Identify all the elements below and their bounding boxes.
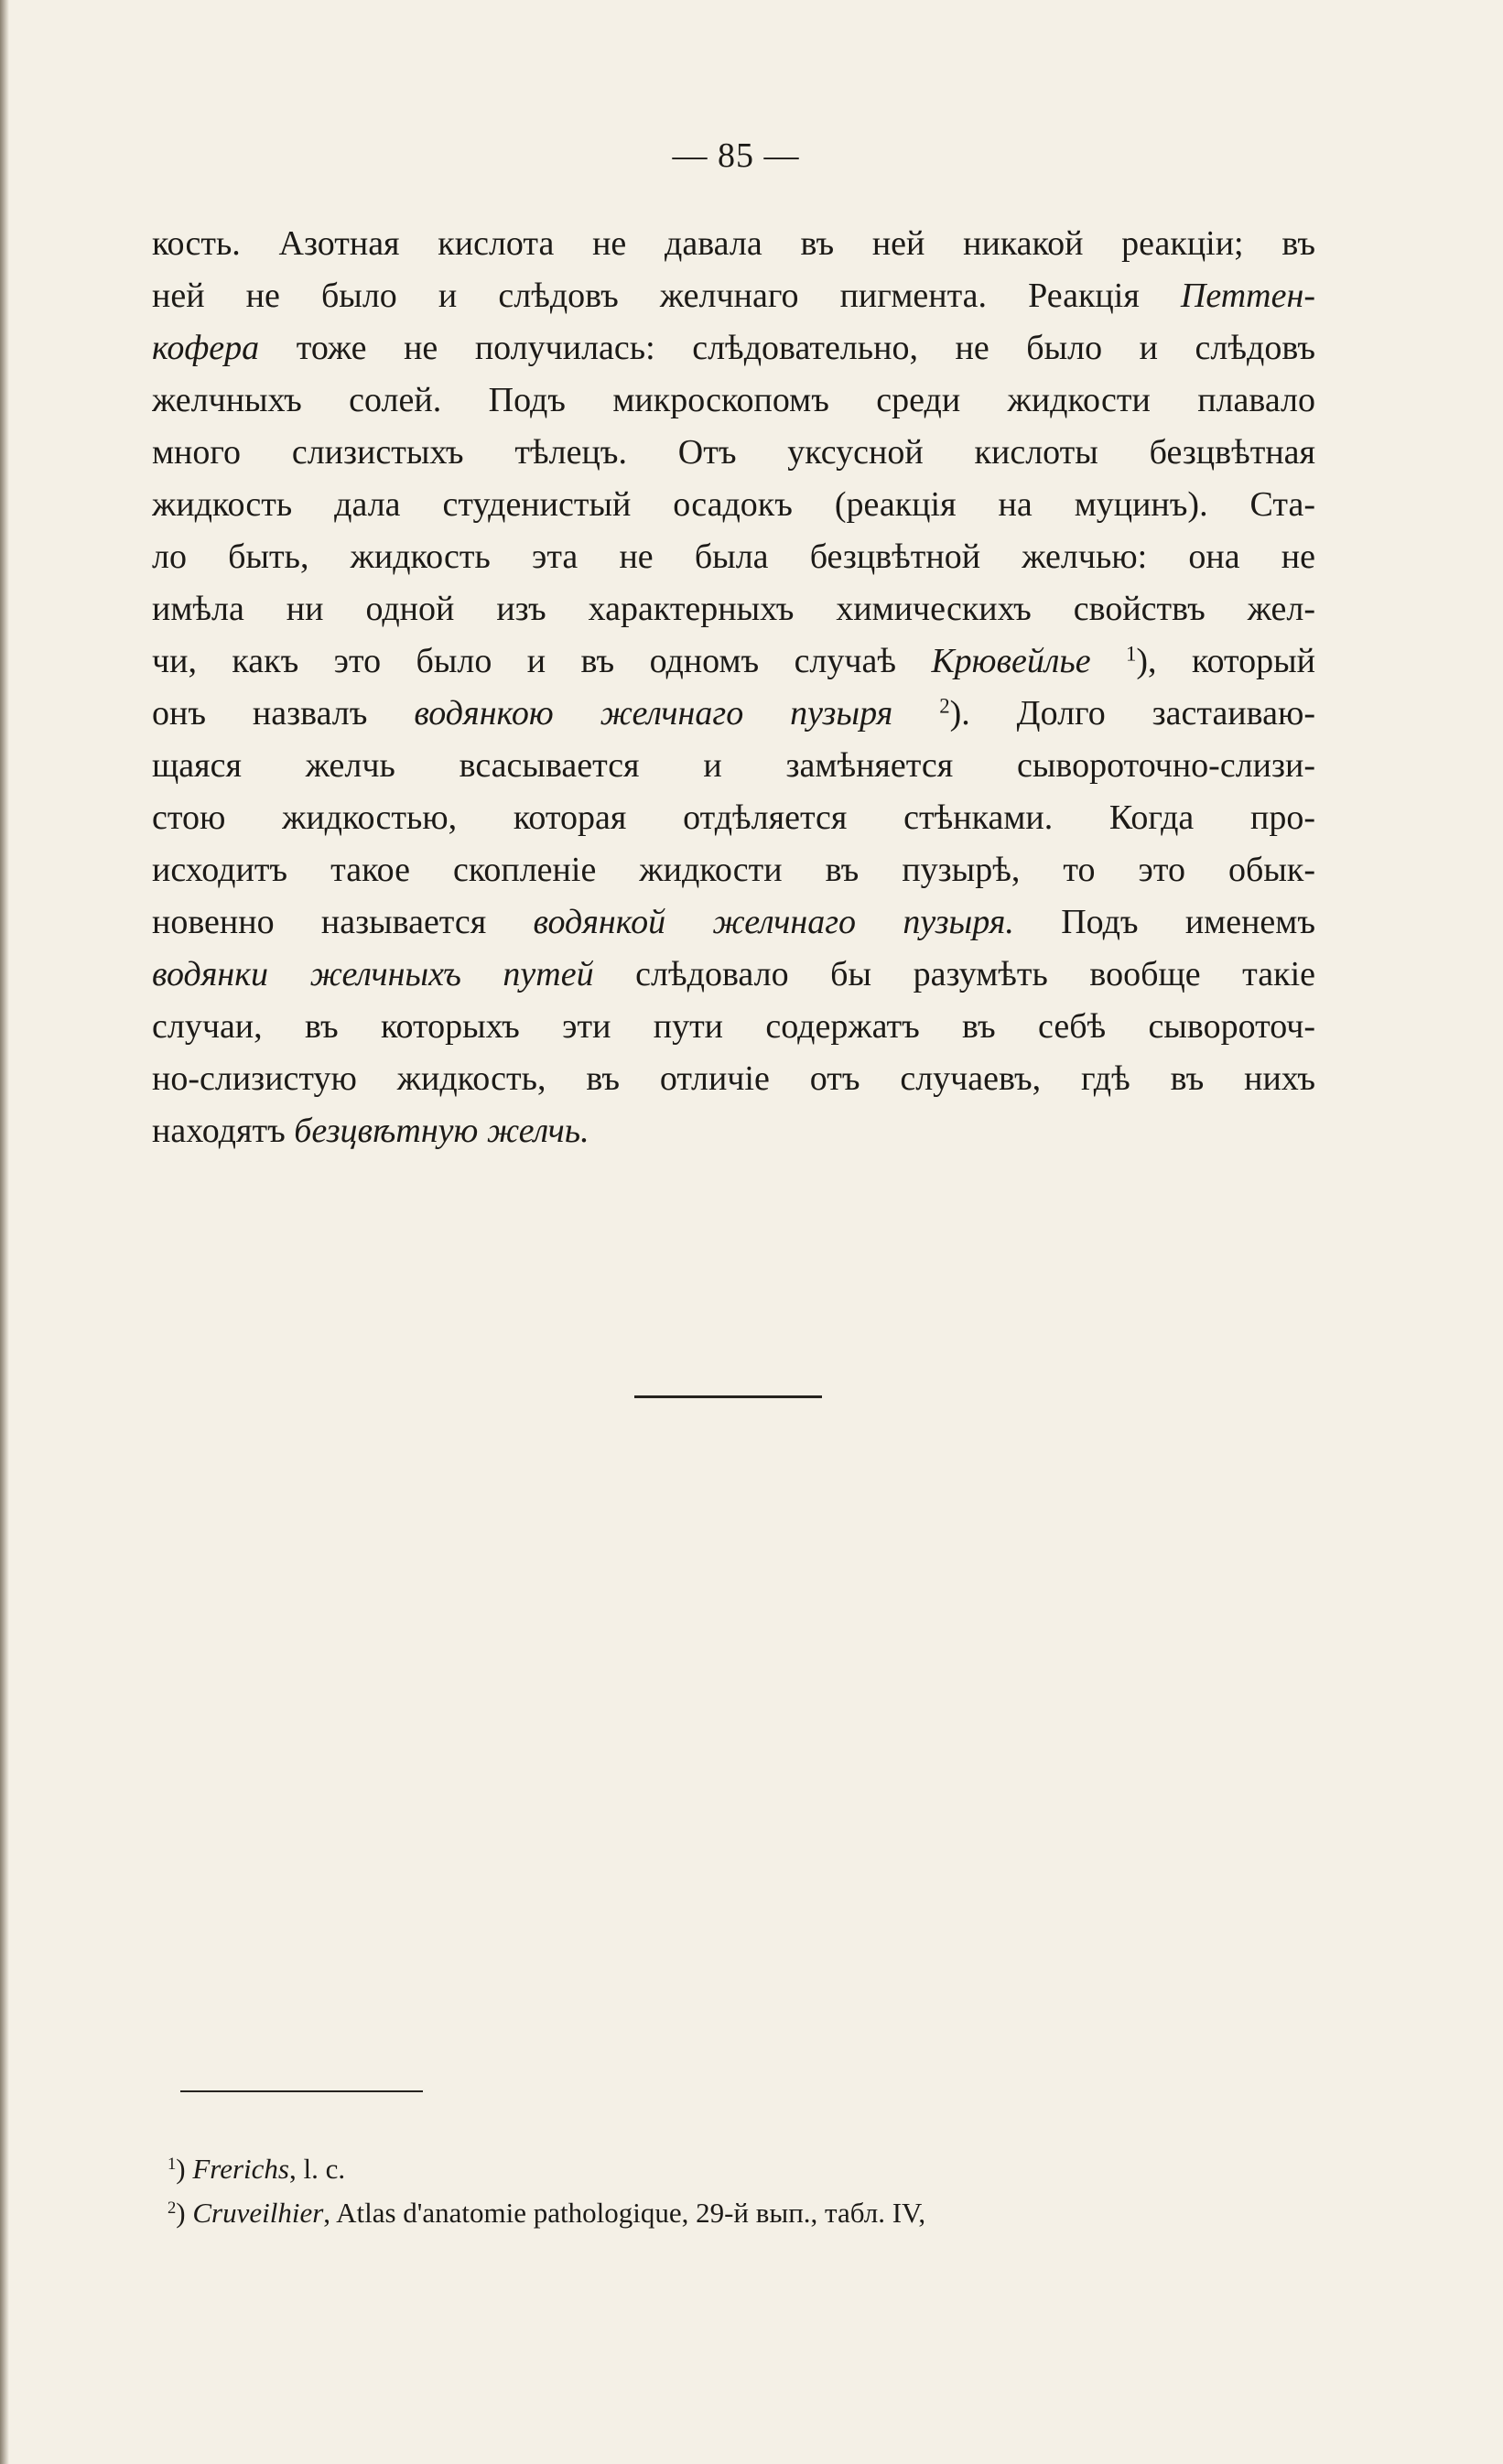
text-line	[152, 1053, 1315, 1105]
italic-text: Крювейлье	[931, 642, 1091, 680]
text-segment: стою жидкостью, которая отдѣляется стѣнками. Когда про-	[152, 798, 1315, 837]
text-segment: слѣдовало бы разумѣть вообще такіе	[593, 955, 1315, 993]
text-line	[152, 688, 1315, 740]
text-line	[152, 740, 1315, 792]
text-segment: )	[176, 2153, 193, 2185]
text-segment: случаи, въ которыхъ эти пути содержатъ въ себѣ сывороточ-	[152, 1007, 1315, 1046]
text-segment: , Atlas d'anatomie pathologique, 29-й вып., табл. IV,	[323, 2197, 926, 2229]
text-segment: Подъ именемъ	[1013, 903, 1315, 941]
text-line	[152, 270, 1315, 322]
footnote-separator-rule	[180, 2090, 423, 2092]
text-segment: жидкость дала студенистый осадокъ (реакція на муцинъ). Ста-	[152, 485, 1315, 524]
italic-text: Frerichs	[192, 2153, 289, 2185]
page-edge-shadow	[0, 0, 9, 2464]
text-line	[152, 792, 1315, 844]
body-paragraph	[152, 218, 1315, 1157]
italic-text: водянкою желчнаго пузыря	[414, 694, 893, 733]
text-segment: ). Долго застаиваю-	[949, 694, 1315, 733]
text-line	[152, 844, 1315, 896]
italic-text: кофера	[152, 329, 260, 367]
text-segment: исходитъ такое скопленіе жидкости въ пузырѣ, то это обык-	[152, 851, 1315, 889]
text-line	[152, 374, 1315, 427]
text-segment: но-слизистую жидкость, въ отличіе отъ случаевъ, гдѣ въ нихъ	[152, 1059, 1315, 1098]
text-segment: находятъ	[152, 1112, 295, 1150]
page-number: — 85 —	[672, 136, 800, 175]
footnote	[168, 2147, 1357, 2191]
text-segment: )	[176, 2197, 193, 2229]
text-segment	[892, 694, 939, 733]
text-line	[152, 635, 1315, 688]
footnote-marker: 1	[168, 2154, 177, 2174]
text-line	[152, 322, 1315, 374]
text-segment: ло быть, жидкость эта не была безцвѣтной желчью: она не	[152, 537, 1315, 576]
text-line	[152, 896, 1315, 949]
footnote	[168, 2191, 1357, 2235]
text-segment: тоже не получилась: слѣдовательно, не было и слѣдовъ	[259, 329, 1315, 367]
footnote-marker: 2	[168, 2198, 177, 2218]
italic-text: безцвѣтную желчь.	[294, 1112, 589, 1150]
footnote-marker: 1	[1126, 642, 1137, 666]
italic-text: водянки желчныхъ путей	[152, 955, 594, 993]
text-segment: ней не было и слѣдовъ желчнаго пигмента. Реакція	[152, 277, 1181, 315]
footnotes	[168, 2147, 1357, 2235]
text-line	[152, 1105, 1315, 1157]
text-line	[152, 531, 1315, 583]
text-segment: новенно называется	[152, 903, 534, 941]
text-line	[152, 427, 1315, 479]
text-segment: кость. Азотная кислота не давала въ ней никакой реакціи; въ	[152, 224, 1315, 263]
italic-text: водянкой желчнаго пузыря.	[533, 903, 1014, 941]
text-segment: онъ назвалъ	[152, 694, 415, 733]
text-line	[152, 218, 1315, 270]
text-segment: имѣла ни одной изъ характерныхъ химическихъ свойствъ жел-	[152, 590, 1315, 628]
text-segment: ), который	[1136, 642, 1315, 680]
text-segment	[1091, 642, 1126, 680]
text-segment: щаяся желчь всасывается и замѣняется сывороточно-слизи-	[152, 746, 1315, 785]
italic-text: Cruveilhier	[192, 2197, 324, 2229]
text-segment: , l. c.	[288, 2153, 346, 2185]
text-line	[152, 583, 1315, 635]
text-line	[152, 479, 1315, 531]
text-line	[152, 949, 1315, 1001]
footnote-marker: 2	[939, 694, 950, 718]
text-segment: чи, какъ это было и въ одномъ случаѣ	[152, 642, 932, 680]
italic-text: Петтен-	[1180, 277, 1315, 315]
text-line	[152, 1001, 1315, 1053]
section-separator-rule	[634, 1395, 822, 1398]
text-segment: много слизистыхъ тѣлецъ. Отъ уксусной кислоты безцвѣтная	[152, 433, 1315, 472]
text-segment: желчныхъ солей. Подъ микроскопомъ среди жидкости плавало	[152, 381, 1315, 419]
